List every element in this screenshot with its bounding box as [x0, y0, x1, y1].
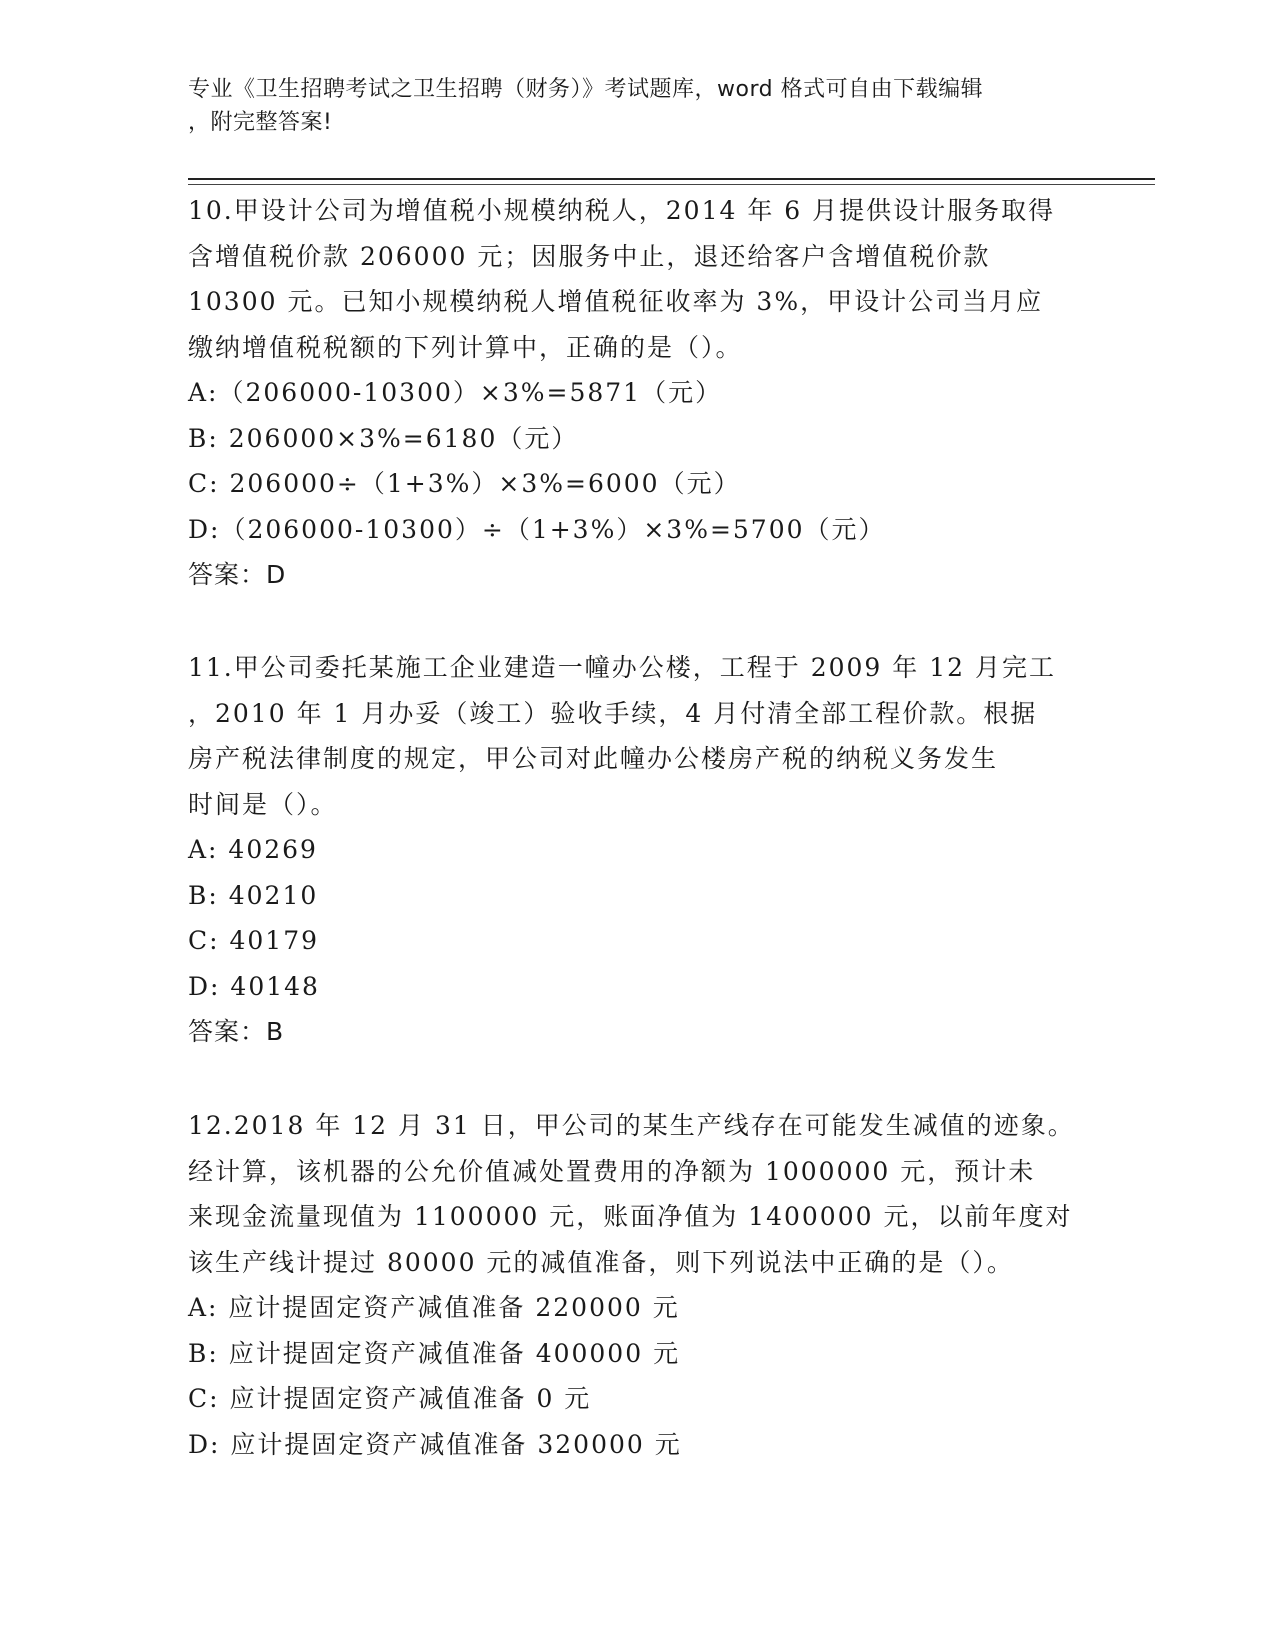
- answer-line: 答案：D: [188, 560, 287, 589]
- question-stem-line: 10.甲设计公司为增值税小规模纳税人，2014 年 6 月提供设计服务取得: [188, 196, 1056, 225]
- answer-line: 答案：B: [188, 1017, 285, 1046]
- header-line-1: 专业《卫生招聘考试之卫生招聘（财务）》考试题库，word 格式可自由下载编辑: [188, 77, 984, 102]
- option-c: C: 应计提固定资产减值准备 0 元: [188, 1384, 592, 1413]
- header-divider-thin: [188, 184, 1155, 185]
- question-stem-line: 来现金流量现值为 1100000 元，账面净值为 1400000 元，以前年度对: [188, 1202, 1073, 1231]
- option-b: B: 40210: [188, 880, 319, 910]
- option-a: A: 应计提固定资产减值准备 220000 元: [188, 1293, 680, 1322]
- question-stem-line: 10300 元。已知小规模纳税人增值税征收率为 3%，甲设计公司当月应: [188, 287, 1044, 316]
- question-stem-line: 房产税法律制度的规定，甲公司对此幢办公楼房产税的纳税义务发生: [188, 744, 999, 773]
- question-stem-line: 含增值税价款 206000 元；因服务中止，退还给客户含增值税价款: [188, 241, 991, 271]
- question-stem-line: ，2010 年 1 月办妥（竣工）验收手续，4 月付清全部工程价款。根据: [188, 698, 1038, 728]
- question-stem-line: 11.甲公司委托某施工企业建造一幢办公楼，工程于 2009 年 12 月完工: [188, 653, 1056, 682]
- option-b: B: 应计提固定资产减值准备 400000 元: [188, 1338, 681, 1368]
- question-stem-line: 12.2018 年 12 月 31 日，甲公司的某生产线存在可能发生减值的迹象。: [188, 1111, 1075, 1140]
- document-header: [188, 73, 1068, 139]
- option-d: D:（206000-10300）÷（1+3%）×3%=5700（元）: [188, 514, 886, 544]
- question-12: [188, 1103, 1088, 1467]
- option-c: C: 40179: [188, 926, 320, 955]
- header-divider-thick: [188, 178, 1155, 180]
- question-10: [188, 188, 1088, 598]
- option-c: C: 206000÷（1+3%）×3%=6000（元）: [188, 469, 741, 498]
- option-b: B: 206000×3%=6180（元）: [188, 423, 579, 453]
- question-stem-line: 缴纳增值税税额的下列计算中，正确的是（）。: [188, 332, 743, 362]
- header-line-2: ，附完整答案!: [188, 110, 333, 135]
- option-d: D: 应计提固定资产减值准备 320000 元: [188, 1429, 682, 1459]
- option-a: A: 40269: [188, 835, 318, 864]
- question-11: [188, 645, 1088, 1055]
- option-a: A:（206000-10300）×3%=5871（元）: [188, 378, 723, 407]
- question-stem-line: 经计算，该机器的公允价值减处置费用的净额为 1000000 元，预计未: [188, 1156, 1036, 1186]
- question-stem-line: 时间是（）。: [188, 789, 338, 819]
- question-stem-line: 该生产线计提过 80000 元的减值准备，则下列说法中正确的是（）。: [188, 1247, 1014, 1277]
- option-d: D: 40148: [188, 971, 320, 1001]
